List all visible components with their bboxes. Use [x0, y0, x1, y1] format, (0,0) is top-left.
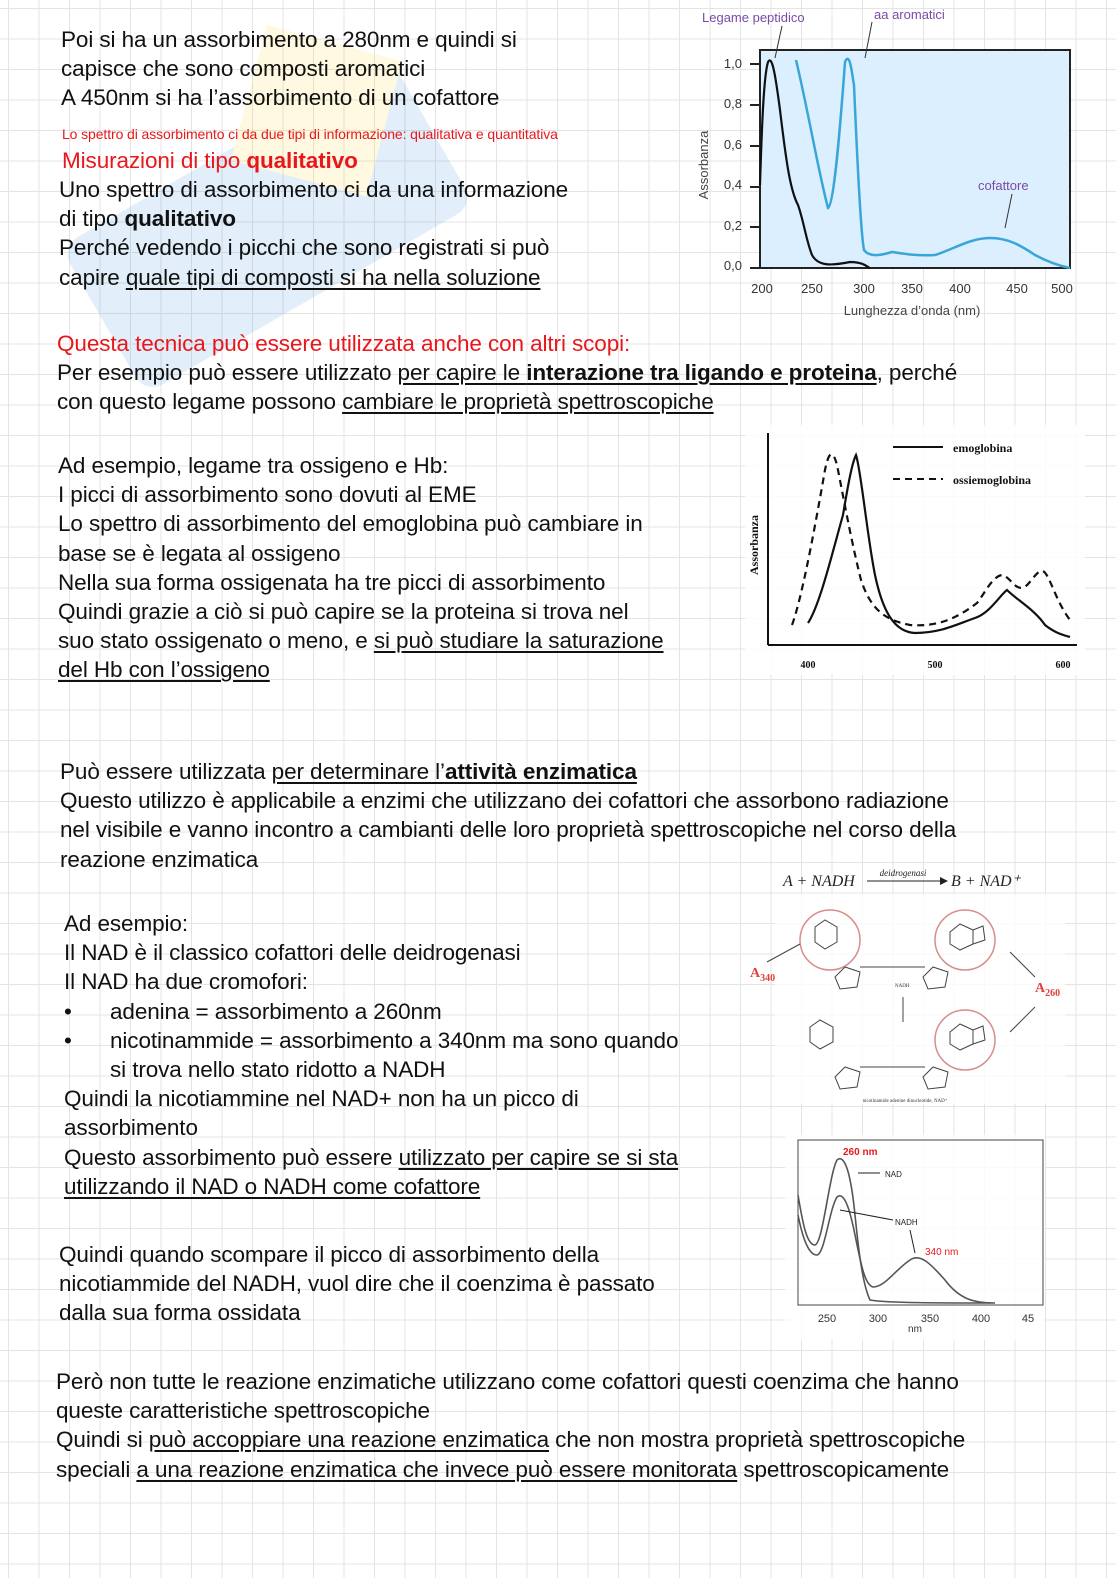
text-line: nicotiammide del NADH, vuol dire che il coenzima è passato [59, 1271, 655, 1297]
text-line: Poi si ha un assorbimento a 280nm e quindi si [61, 27, 517, 52]
text-line: queste caratteristiche spettroscopiche [56, 1398, 430, 1424]
svg-text:300: 300 [853, 281, 875, 296]
text-line: Ad esempio: [64, 911, 188, 936]
svg-text:0,6: 0,6 [723, 137, 742, 152]
nad-paragraph [64, 909, 678, 1201]
nadh-label: NADH [895, 984, 910, 989]
svg-text:250: 250 [801, 281, 823, 296]
x-axis-label: nm [908, 1324, 922, 1335]
text-line: Questo assorbimento può essere utilizzato per capire se si sta [64, 1144, 679, 1170]
svg-text:0,2: 0,2 [723, 218, 742, 233]
text-line: suo stato ossigenato o meno, e si può studiare la saturazione [58, 628, 664, 654]
annotation-cofactor: cofattore [978, 178, 1029, 193]
text-line: capire quale tipi di composti si ha nella soluzione [59, 264, 541, 290]
svg-text:500: 500 [1051, 281, 1073, 296]
text-line: Perché vedendo i picchi che sono registrati si può [59, 235, 550, 261]
text-line: Per esempio può essere utilizzato per capire le interazione tra ligando e proteina, perché [57, 360, 958, 385]
text-line: con questo legame possono cambiare le proprietà spettroscopiche [57, 389, 714, 415]
hemoglobin-spectrum-chart [745, 425, 1085, 675]
text-line: del Hb con l’ossigeno [58, 657, 270, 683]
annotation-nad: NAD [885, 1170, 902, 1179]
svg-text:300: 300 [868, 1313, 888, 1325]
text-line: capisce che sono composti aromatici [61, 56, 426, 82]
svg-text:500: 500 [927, 660, 943, 671]
svg-text:350: 350 [901, 281, 923, 296]
reaction-enzyme: deidrogenasi [879, 868, 927, 878]
svg-text:0,8: 0,8 [723, 96, 742, 111]
svg-text:0,4: 0,4 [723, 177, 742, 192]
text-line: Questo utilizzo è applicabile a enzimi che utilizzano dei cofattori che assorbono radiazione [60, 788, 949, 814]
text-line: nel visibile e vanno incontro a cambianti delle loro proprietà spettroscopiche nel corso della [60, 817, 957, 843]
text-line: Uno spettro di assorbimento ci da una informazione [59, 177, 569, 202]
svg-text:400: 400 [800, 660, 816, 671]
ligand-paragraph [57, 358, 957, 416]
svg-text:450: 450 [1006, 281, 1028, 296]
text-line: assorbimento [64, 1115, 198, 1141]
bullet-item: • adenina = assorbimento a 260nm [64, 998, 442, 1024]
a340-label: $A_{340}$ [750, 966, 776, 984]
svg-text:250: 250 [817, 1313, 837, 1325]
svg-text:1,0: 1,0 [723, 56, 742, 71]
svg-text:0,0: 0,0 [723, 258, 742, 273]
text-line: Quindi si può accoppiare una reazione enzimatica che non mostra proprietà spettroscopiche [56, 1427, 966, 1453]
text-line: Quindi grazie a ciò si può capire se la proteina si trova nel [58, 599, 629, 625]
text-line: Quindi la nicotiammine nel NAD+ non ha un picco di [64, 1086, 579, 1112]
text-line: A 450nm si ha l’assorbimento di un cofattore [61, 85, 500, 111]
text-line: dalla sua forma ossidata [59, 1300, 301, 1326]
qualitative-heading: Misurazioni di tipo qualitativo [62, 148, 358, 173]
legend-ossiemoglobina: ossiemoglobina [953, 473, 1032, 487]
text-line: base se è legata al ossigeno [58, 540, 341, 566]
annotation-aromatic: aa aromatici [874, 7, 945, 22]
text-line: Può essere utilizzata per determinare l’attività enzimatica [60, 759, 637, 784]
nad-nadh-scheme [745, 862, 1085, 1112]
text-line: reazione enzimatica [60, 846, 259, 872]
svg-text:45: 45 [1021, 1313, 1035, 1325]
protein-absorbance-chart [690, 0, 1080, 325]
text-line: Il NAD è il classico cofattori delle deidrogenasi [64, 940, 521, 966]
annotation-260nm: 260 nm [843, 1147, 878, 1158]
annotation-nadh: NADH [895, 1218, 918, 1227]
x-axis-label: Lunghezza d’onda (nm) [843, 303, 981, 318]
svg-text:400: 400 [949, 281, 971, 296]
nad-label: nicotinamide adenine dinucleotide, NAD⁺ [862, 1099, 948, 1104]
bullet-item: • nicotinammide = assorbimento a 340nm ma sono quando [64, 1027, 679, 1053]
svg-text:350: 350 [920, 1313, 940, 1325]
enzyme-activity-paragraph [60, 757, 956, 874]
text-line: Lo spettro di assorbimento del emoglobina può cambiare in [58, 511, 643, 537]
svg-text:200: 200 [751, 281, 773, 296]
legend-emoglobina: emoglobina [953, 441, 1013, 455]
text-line: utilizzando il NAD o NADH come cofattore [64, 1173, 481, 1199]
y-axis-label: Assorbanza [747, 514, 761, 576]
text-line: Il NAD ha due cromofori: [64, 969, 308, 995]
annotation-peptide: Legame peptidico [702, 10, 805, 25]
text-line: Però non tutte le reazione enzimatiche utilizzano come cofattori questi coenzima che hanno [56, 1369, 959, 1394]
a260-label: $A_{260}$ [1035, 981, 1061, 999]
bullet-continuation: si trova nello stato ridotto a NADH [110, 1057, 446, 1083]
text-line: Ad esempio, legame tra ossigeno e Hb: [58, 453, 449, 478]
text-line: speciali a una reazione enzimatica che invece può essere monitorata spettroscopicamente [56, 1456, 950, 1482]
svg-text:600: 600 [1055, 660, 1071, 671]
annotation-340nm: 340 nm [925, 1247, 959, 1258]
y-axis-label: Assorbanza [696, 130, 711, 200]
svg-text:400: 400 [971, 1313, 991, 1325]
intro-paragraph [61, 25, 517, 113]
text-line: di tipo qualitativo [59, 206, 236, 232]
nad-nadh-spectrum-chart [785, 1135, 1045, 1340]
spectrum-info-note: Lo spettro di assorbimento ci da due tipi di informazione: qualitativa e quantitativa [62, 126, 558, 142]
coupled-reaction-paragraph [56, 1367, 965, 1484]
conclusion-paragraph [59, 1240, 655, 1328]
text-line: Quindi quando scompare il picco di assorbimento della [59, 1242, 600, 1267]
text-line: I picci di assorbimento sono dovuti al EME [58, 482, 477, 508]
text-line: Nella sua forma ossigenata ha tre picci di assorbimento [58, 569, 606, 595]
hemoglobin-paragraph [58, 451, 664, 685]
reaction-right: B + NAD⁺ [951, 873, 1021, 890]
qualitative-paragraph [59, 175, 568, 292]
other-uses-heading: Questa tecnica può essere utilizzata anche con altri scopi: [57, 331, 631, 356]
reaction-left: A + NADH [783, 873, 855, 890]
